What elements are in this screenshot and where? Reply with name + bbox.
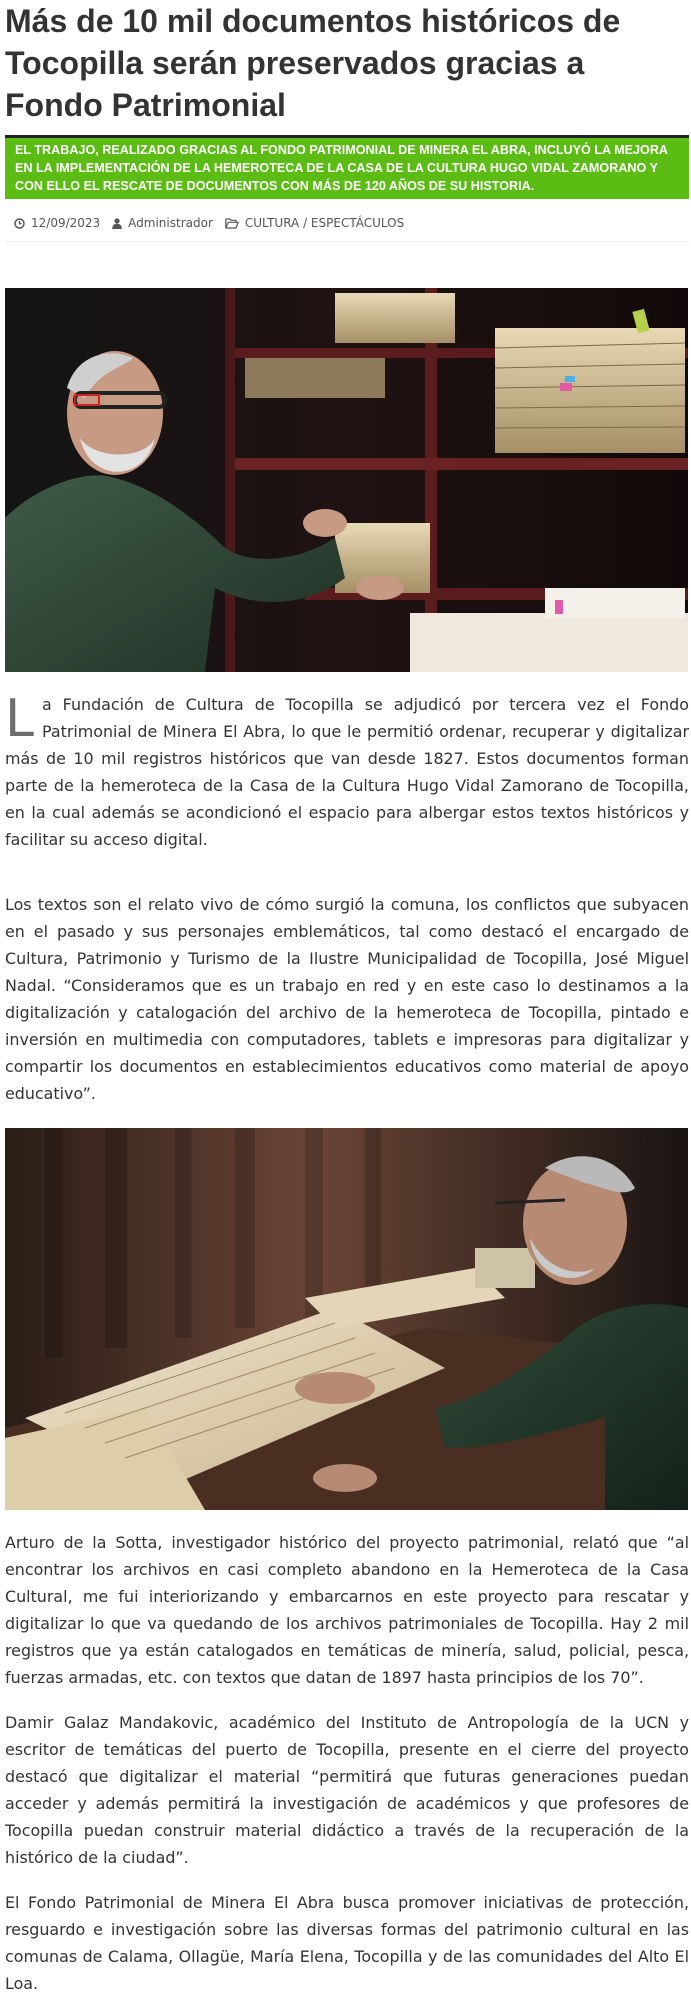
archive-shelves-photo xyxy=(5,288,688,672)
paragraph-2: Los textos son el relato vivo de cómo surgió la comuna, los conflictos que subyacen en el pasado y sus personajes emblemáticos, tal como destacó el encargado de Cultura, Patrimonio y Turismo de la Ilustre Municipalidad de Tocopilla, José Miguel Nadal. “Consideramos que es un trabajo en red y en este caso lo destinamos a la digitalización y catalogación del archivo de la hemeroteca de Tocopilla, pintado e inversión en multimedia con computadores, tablets e impresoras para digitalizar y compartir los documentos en establecimientos educativos como material de apoyo educativo”. xyxy=(5,895,689,1103)
paragraph-1-text: a Fundación de Cultura de Tocopilla se adjudicó por tercera vez el Fondo Patrimonial de Minera El Abra, lo que le permitió ordenar, recuperar y digitalizar más de 10 mil registros históricos que van desde 1827. Estos documentos forman parte de la hemeroteca de la Casa de la Cultura Hugo Vidal Zamorano de Tocopilla, en la cual además se acondicionó el espacio para albergar estos textos históricos y facilitar su acceso digital. xyxy=(5,695,689,849)
paragraph-5: El Fondo Patrimonial de Minera El Abra busca promover iniciativas de protección, resguardo e investigación sobre las diversas formas del patrimonio cultural en las comunas de Calama, Ollagüe, María Elena, Tocopilla y de las comunidades del Alto El Loa. xyxy=(5,1893,689,1993)
user-icon xyxy=(112,218,122,229)
article xyxy=(5,0,689,1997)
meta-date-text[interactable]: 12/09/2023 xyxy=(31,216,101,230)
dropcap: L xyxy=(5,689,34,749)
paragraph-4: Damir Galaz Mandakovic, académico del Instituto de Antropología de la UCN y escritor de temáticas del puerto de Tocopilla, presente en el cierre del proyecto destacó que digitalizar el material “permitirá que futuras generaciones puedan acceder y además permitirá la investigación de académicos y que profesores de Tocopilla puedan construir material didáctico a través de la recuperación de la histórico de la ciudad”. xyxy=(5,1713,689,1867)
meta-category xyxy=(225,216,404,230)
lead-bar xyxy=(5,135,689,199)
article-lead: EL TRABAJO, REALIZADO GRACIAS AL FONDO PATRIMONIAL DE MINERA EL ABRA, INCLUYÓ LA MEJORA EN LA IMPLEMENTACIÓN DE LA HEMEROTECA DE LA CASA DE LA CULTURA HUGO VIDAL ZAMORANO Y CON ELLO EL RESCATE DE DOCUMENTOS CON MÁS DE 120 AÑOS DE SU HISTORIA. xyxy=(5,138,689,199)
folder-open-icon xyxy=(225,218,239,229)
ledger-reading-photo xyxy=(5,1128,688,1510)
article-meta xyxy=(5,205,689,242)
clock-icon xyxy=(14,218,25,229)
spacer xyxy=(5,1107,689,1128)
paragraph-3: Arturo de la Sotta, investigador histórico del proyecto patrimonial, relató que “al encontrar los archivos en casi completo abandono en la Hemeroteca de la Casa Cultural, me fui interiorizando y embarcarnos en este proyecto para rescatar y digitalizar lo que va quedando de los archivos patrimoniales de Tocopilla. Hay 2 mil registros que ya están catalogados en temáticas de minería, salud, policial, pesca, fuerzas armadas, etc. con textos que datan de 1897 hasta principios de los 70”. xyxy=(5,1533,689,1687)
meta-date xyxy=(14,216,100,230)
meta-author-text[interactable]: Administrador xyxy=(128,216,213,230)
meta-category-text[interactable]: CULTURA / ESPECTÁCULOS xyxy=(244,216,405,230)
meta-author xyxy=(112,216,213,230)
article-title: Más de 10 mil documentos históricos de Tocopilla serán preservados gracias a Fondo Patrimonial xyxy=(5,3,621,123)
paragraph-1 xyxy=(5,691,689,853)
